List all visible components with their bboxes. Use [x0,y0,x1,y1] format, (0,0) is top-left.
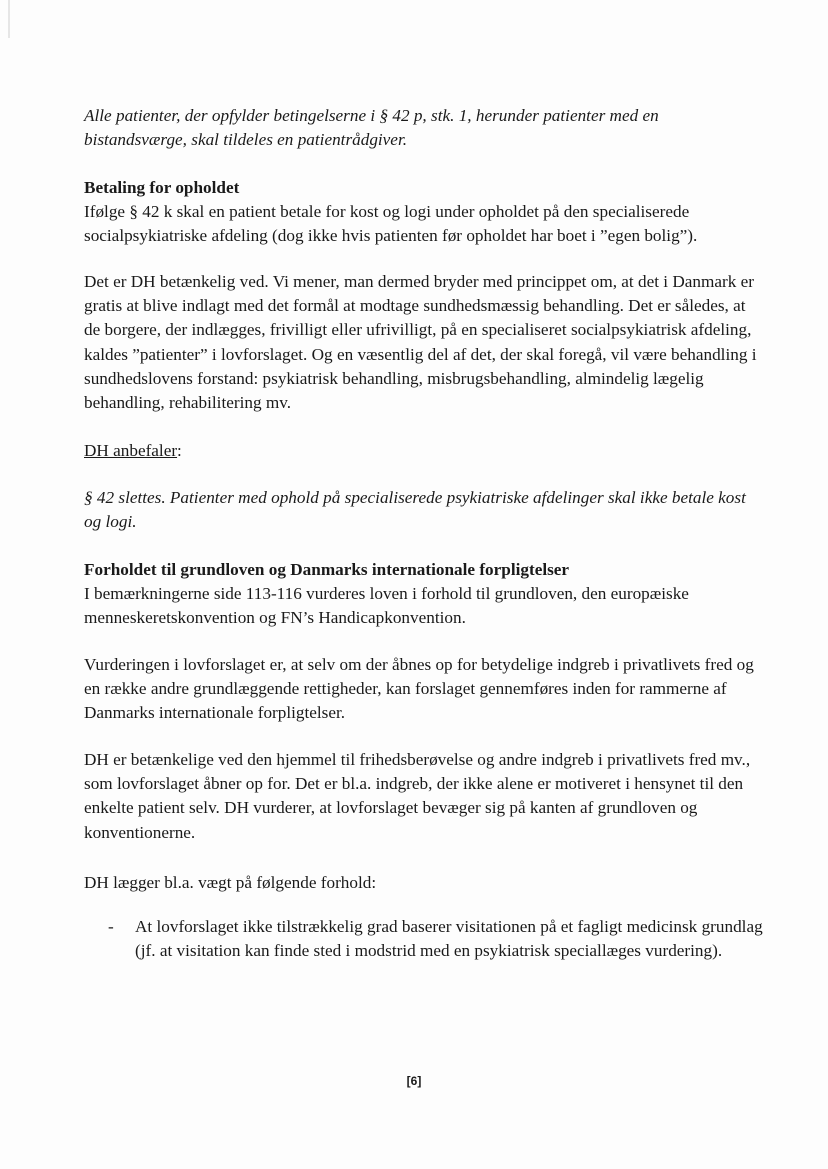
recommendation-label: DH anbefaler [84,441,178,460]
constitution-paragraph-1: I bemærkningerne side 113-116 vurderes loven i forhold til grundloven, den europæiske menneskeretskonvention og FN’s Handicapkonvention. [84,584,689,628]
bullet-item-text: At lovforslaget ikke tilstrækkelig grad baserer visitationen på et fagligt medicinsk grundlag (jf. at visitation kan finde sted i modstrid med en psykiatrisk speciallæges vurdering). [135,917,763,961]
recommendation-text: § 42 slettes. Patienter med ophold på specialiserede psykiatriske afdelinger skal ikke betale kost og logi. [84,488,746,532]
constitution-heading: Forholdet til grundloven og Danmarks internationale forpligtelser [84,560,570,579]
payment-paragraph-2: Det er DH betænkelig ved. Vi mener, man dermed bryder med princippet om, at det i Danmark er gratis at blive indlagt med det formål at modtage sundhedsmæssig behandling. Det er således, at de borgere, der indlægges, frivilligt eller ufrivilligt, på en specialiseret socialpsykiatrisk afdeling, kaldes ”patienter” i lovforslaget. Og en væsentlig del af det, der skal foregå, vil være behandling i sundhedslovens forstand: psykiatrisk behandling, misbrugsbehandling, almindelig lægelig behandling, rehabilitering mv. [84,272,757,413]
payment-paragraph-1: Ifølge § 42 k skal en patient betale for kost og logi under opholdet på den specialiserede socialpsykiatriske afdeling (dog ikke hvis patienten før opholdet har boet i ”egen bolig”). [84,202,698,246]
scan-edge-mark [8,0,10,38]
page-number: [6] [406,1074,422,1088]
recommendation-label-line [84,439,764,463]
constitution-paragraph-3: DH er betænkelige ved den hjemmel til frihedsberøvelse og andre indgreb i privatlivets fred mv., som lovforslaget åbner op for. Det er bl.a. indgreb, der ikke alene er motiveret i hensynet til den enkelte patient selv. DH vurderer, at lovforslaget bevæger sig på kanten af grundloven og konventionerne. [84,750,751,842]
constitution-paragraph-4: DH lægger bl.a. vægt på følgende forhold: [84,873,377,892]
constitution-paragraph-2: Vurderingen i lovforslaget er, at selv om der åbnes op for betydelige indgreb i privatlivets fred og en række andre grundlæggende rettigheder, kan forslaget gennemføres inden for rammerne af Danmarks internationale forpligtelser. [84,655,754,723]
payment-heading: Betaling for opholdet [84,178,240,197]
intro-italic-paragraph: Alle patienter, der opfylder betingelserne i § 42 p, stk. 1, herunder patienter med en bistandsværge, skal tildeles en patientrådgiver. [84,106,659,150]
recommendation-colon: : [177,441,182,460]
bullet-dash: - [108,917,114,936]
